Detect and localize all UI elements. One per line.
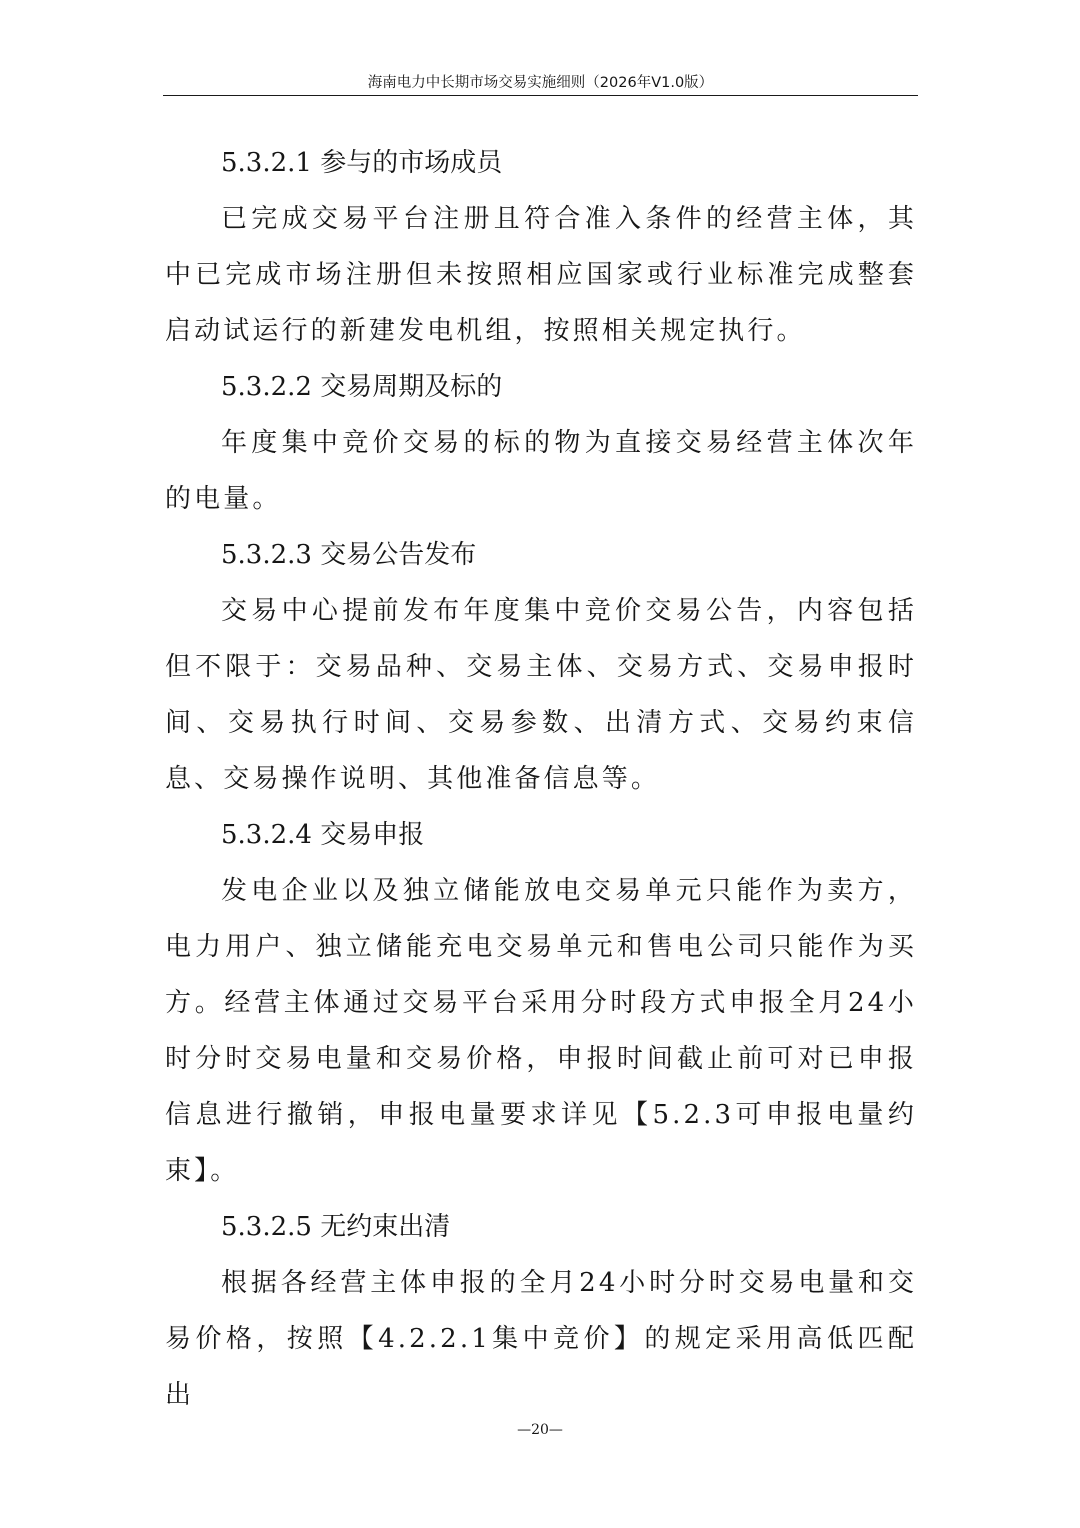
clause-paragraph: 年度集中竞价交易的标的物为直接交易经营主体次年的电量。 — [165, 428, 917, 514]
clause-paragraph: 交易中心提前发布年度集中竞价交易公告，内容包括但不限于：交易品种、交易主体、交易方式、交易申报时间、交易执行时间、交易参数、出清方式、交易约束信息、交易操作说明、其他准备信息等。 — [165, 596, 917, 794]
clause-heading: 5.3.2.4 交易申报 — [221, 820, 425, 850]
clause-5-3-2-5 — [165, 1199, 917, 1423]
clause-heading: 5.3.2.5 无约束出清 — [221, 1212, 451, 1242]
clause-heading: 5.3.2.2 交易周期及标的 — [221, 372, 503, 402]
page-number: —20— — [517, 1422, 563, 1438]
header-divider — [163, 95, 918, 96]
clause-paragraph: 根据各经营主体申报的全月24小时分时交易电量和交易价格，按照【4.2.2.1集中竞价】的规定采用高低匹配出 — [165, 1268, 917, 1410]
clause-5-3-2-3 — [165, 527, 917, 807]
document-header-title: 海南电力中长期市场交易实施细则（2026年V1.0版） — [367, 75, 714, 91]
document-body — [165, 135, 917, 1423]
clause-5-3-2-1 — [165, 135, 917, 359]
clause-5-3-2-4 — [165, 807, 917, 1199]
clause-paragraph: 已完成交易平台注册且符合准入条件的经营主体，其中已完成市场注册但未按照相应国家或行业标准完成整套启动试运行的新建发电机组，按照相关规定执行。 — [165, 204, 917, 346]
clause-paragraph: 发电企业以及独立储能放电交易单元只能作为卖方，电力用户、独立储能充电交易单元和售电公司只能作为买方。经营主体通过交易平台采用分时段方式申报全月24小时分时交易电量和交易价格，申报时间截止前可对已申报信息进行撤销，申报电量要求详见【5.2.3可申报电量约束】。 — [165, 876, 917, 1186]
clause-5-3-2-2 — [165, 359, 917, 527]
clause-heading: 5.3.2.1 参与的市场成员 — [221, 148, 503, 178]
clause-heading: 5.3.2.3 交易公告发布 — [221, 540, 477, 570]
